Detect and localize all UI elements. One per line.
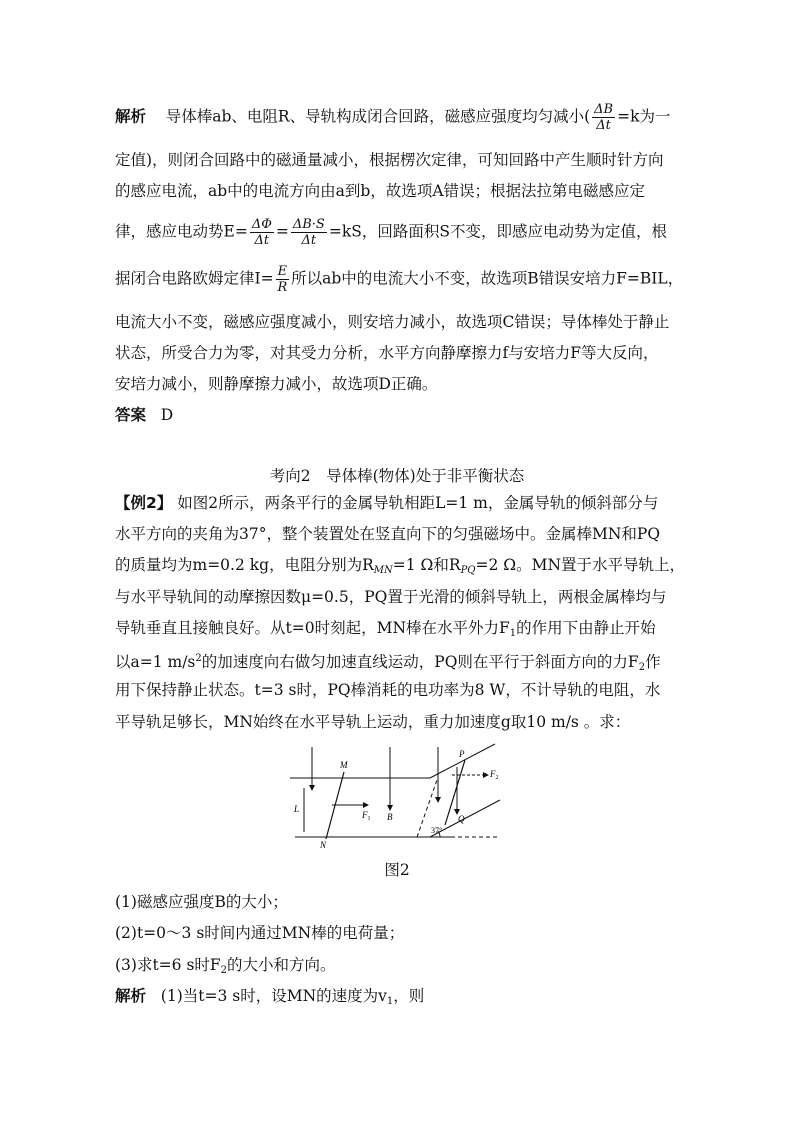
solution1-line-6: 电流大小不变，磁感应强度减小，则安培力减小，故选项C错误；导体棒处于静止 — [115, 313, 670, 331]
solution2-label: 解析 — [115, 987, 147, 1005]
example-label: 【例2】 — [115, 494, 173, 512]
solution1-line-1 — [115, 103, 670, 132]
text: 导体棒ab、电阻R、导轨构成闭合回路，磁感应强度均匀减小( — [165, 107, 591, 126]
label-angle: 37° — [431, 826, 443, 835]
example-line-8: 平导轨足够长，MN始终在水平导轨上运动，重力加速度g取10 m/s 。求： — [115, 713, 631, 731]
label-F2: $F_2$ — [490, 769, 499, 781]
example-line-7: 用下保持静止状态。t=3 s时，PQ棒消耗的电功率为8 W，不计导轨的电阻，水 — [115, 681, 661, 699]
example-line-1: 【例2】 如图2所示，两条平行的金属导轨相距L=1 m，金属导轨的倾斜部分与 — [115, 494, 659, 512]
fraction-dPhi-dt: $\frac{\Delta\Phi}{\Delta t}$ — [251, 217, 272, 248]
fraction-dB-dt: $\frac{\Delta B}{\Delta t}$ — [594, 102, 614, 133]
label-N: N — [320, 840, 327, 850]
label-F1: $F_1$ — [362, 810, 371, 822]
answer-label: 答案 — [115, 406, 147, 424]
question-1: (1)磁感应强度B的大小； — [115, 893, 288, 911]
figure-2-diagram — [290, 742, 510, 856]
answer-line — [115, 405, 173, 425]
solution-label: 解析 — [115, 107, 147, 126]
label-L: L — [294, 804, 300, 814]
example-line-3: 的质量均为m=0.2 kg，电阻分别为$R_{MN}=1$ Ω和$R_{PQ}=2$ Ω。MN置于水平导轨上， — [115, 556, 686, 576]
question-2: (2)t=0～3 s时间内通过MN棒的电荷量； — [115, 924, 405, 942]
solution2-line: 解析 (1)当t=3 s时，设MN的速度为$v_1$，则 — [115, 987, 425, 1007]
solution1-line-2: 定值)，则闭合回路中的磁通量减小，根据楞次定律，可知回路中产生顺时针方向 — [115, 151, 664, 169]
solution1-line-8: 安培力减小，则静摩擦力减小，故选项D正确。 — [115, 375, 438, 393]
example-line-4: 与水平导轨间的动摩擦因数μ=0.5，PQ置于光滑的倾斜导轨上，两根金属棒均与 — [115, 588, 667, 606]
label-P: P — [459, 749, 465, 759]
answer-value: D — [160, 406, 174, 424]
label-Q: Q — [458, 814, 465, 824]
text: =k为一 — [617, 107, 671, 126]
example-line-5: 导轨垂直且接触良好。从t=0时刻起，MN棒在水平外力$F_1$的作用下由静止开始 — [115, 619, 656, 639]
solution1-line-3: 的感应电流，ab中的电流方向由a到b，故选项A错误；根据法拉第电磁感应定 — [115, 182, 646, 200]
fraction-E-R: $\frac{E}{R}$ — [277, 264, 288, 295]
example-line-2: 水平方向的夹角为37°，整个装置处在竖直向下的匀强磁场中。金属棒MN和PQ — [115, 525, 661, 543]
example-line-6: 以a=1 $m/s^2$的加速度向右做匀加速直线运动，PQ则在平行于斜面方向的力$F_2$作 — [115, 653, 661, 673]
section-title: 考向2 导体棒(物体)处于非平衡状态 — [269, 467, 525, 485]
fraction-dBS-dt: $\frac{\Delta B\cdot S}{\Delta t}$ — [292, 217, 325, 248]
question-3: (3)求t=6 s时$F_2$的大小和方向。 — [115, 956, 336, 976]
label-M: M — [340, 760, 348, 770]
solution1-line-5: 据闭合电路欧姆定律I= $\frac{E}{R}$ 所以ab中的电流大小不变，故选项B错误安培力F=BIL， — [115, 264, 684, 295]
solution1-line-7: 状态，所受合力为零，对其受力分析，水平方向静摩擦力f与安培力F等大反向， — [115, 344, 659, 362]
solution1-line-4: 律，感应电动势E= $\frac{\Delta\Phi}{\Delta t}$ = $\frac{\Delta B\cdot S}{\Delta t}$ =kS，回路面积S不变，即感应电动势为定值，根 — [115, 217, 667, 248]
label-B: B — [387, 812, 393, 822]
figure-caption: 图2 — [384, 861, 410, 879]
